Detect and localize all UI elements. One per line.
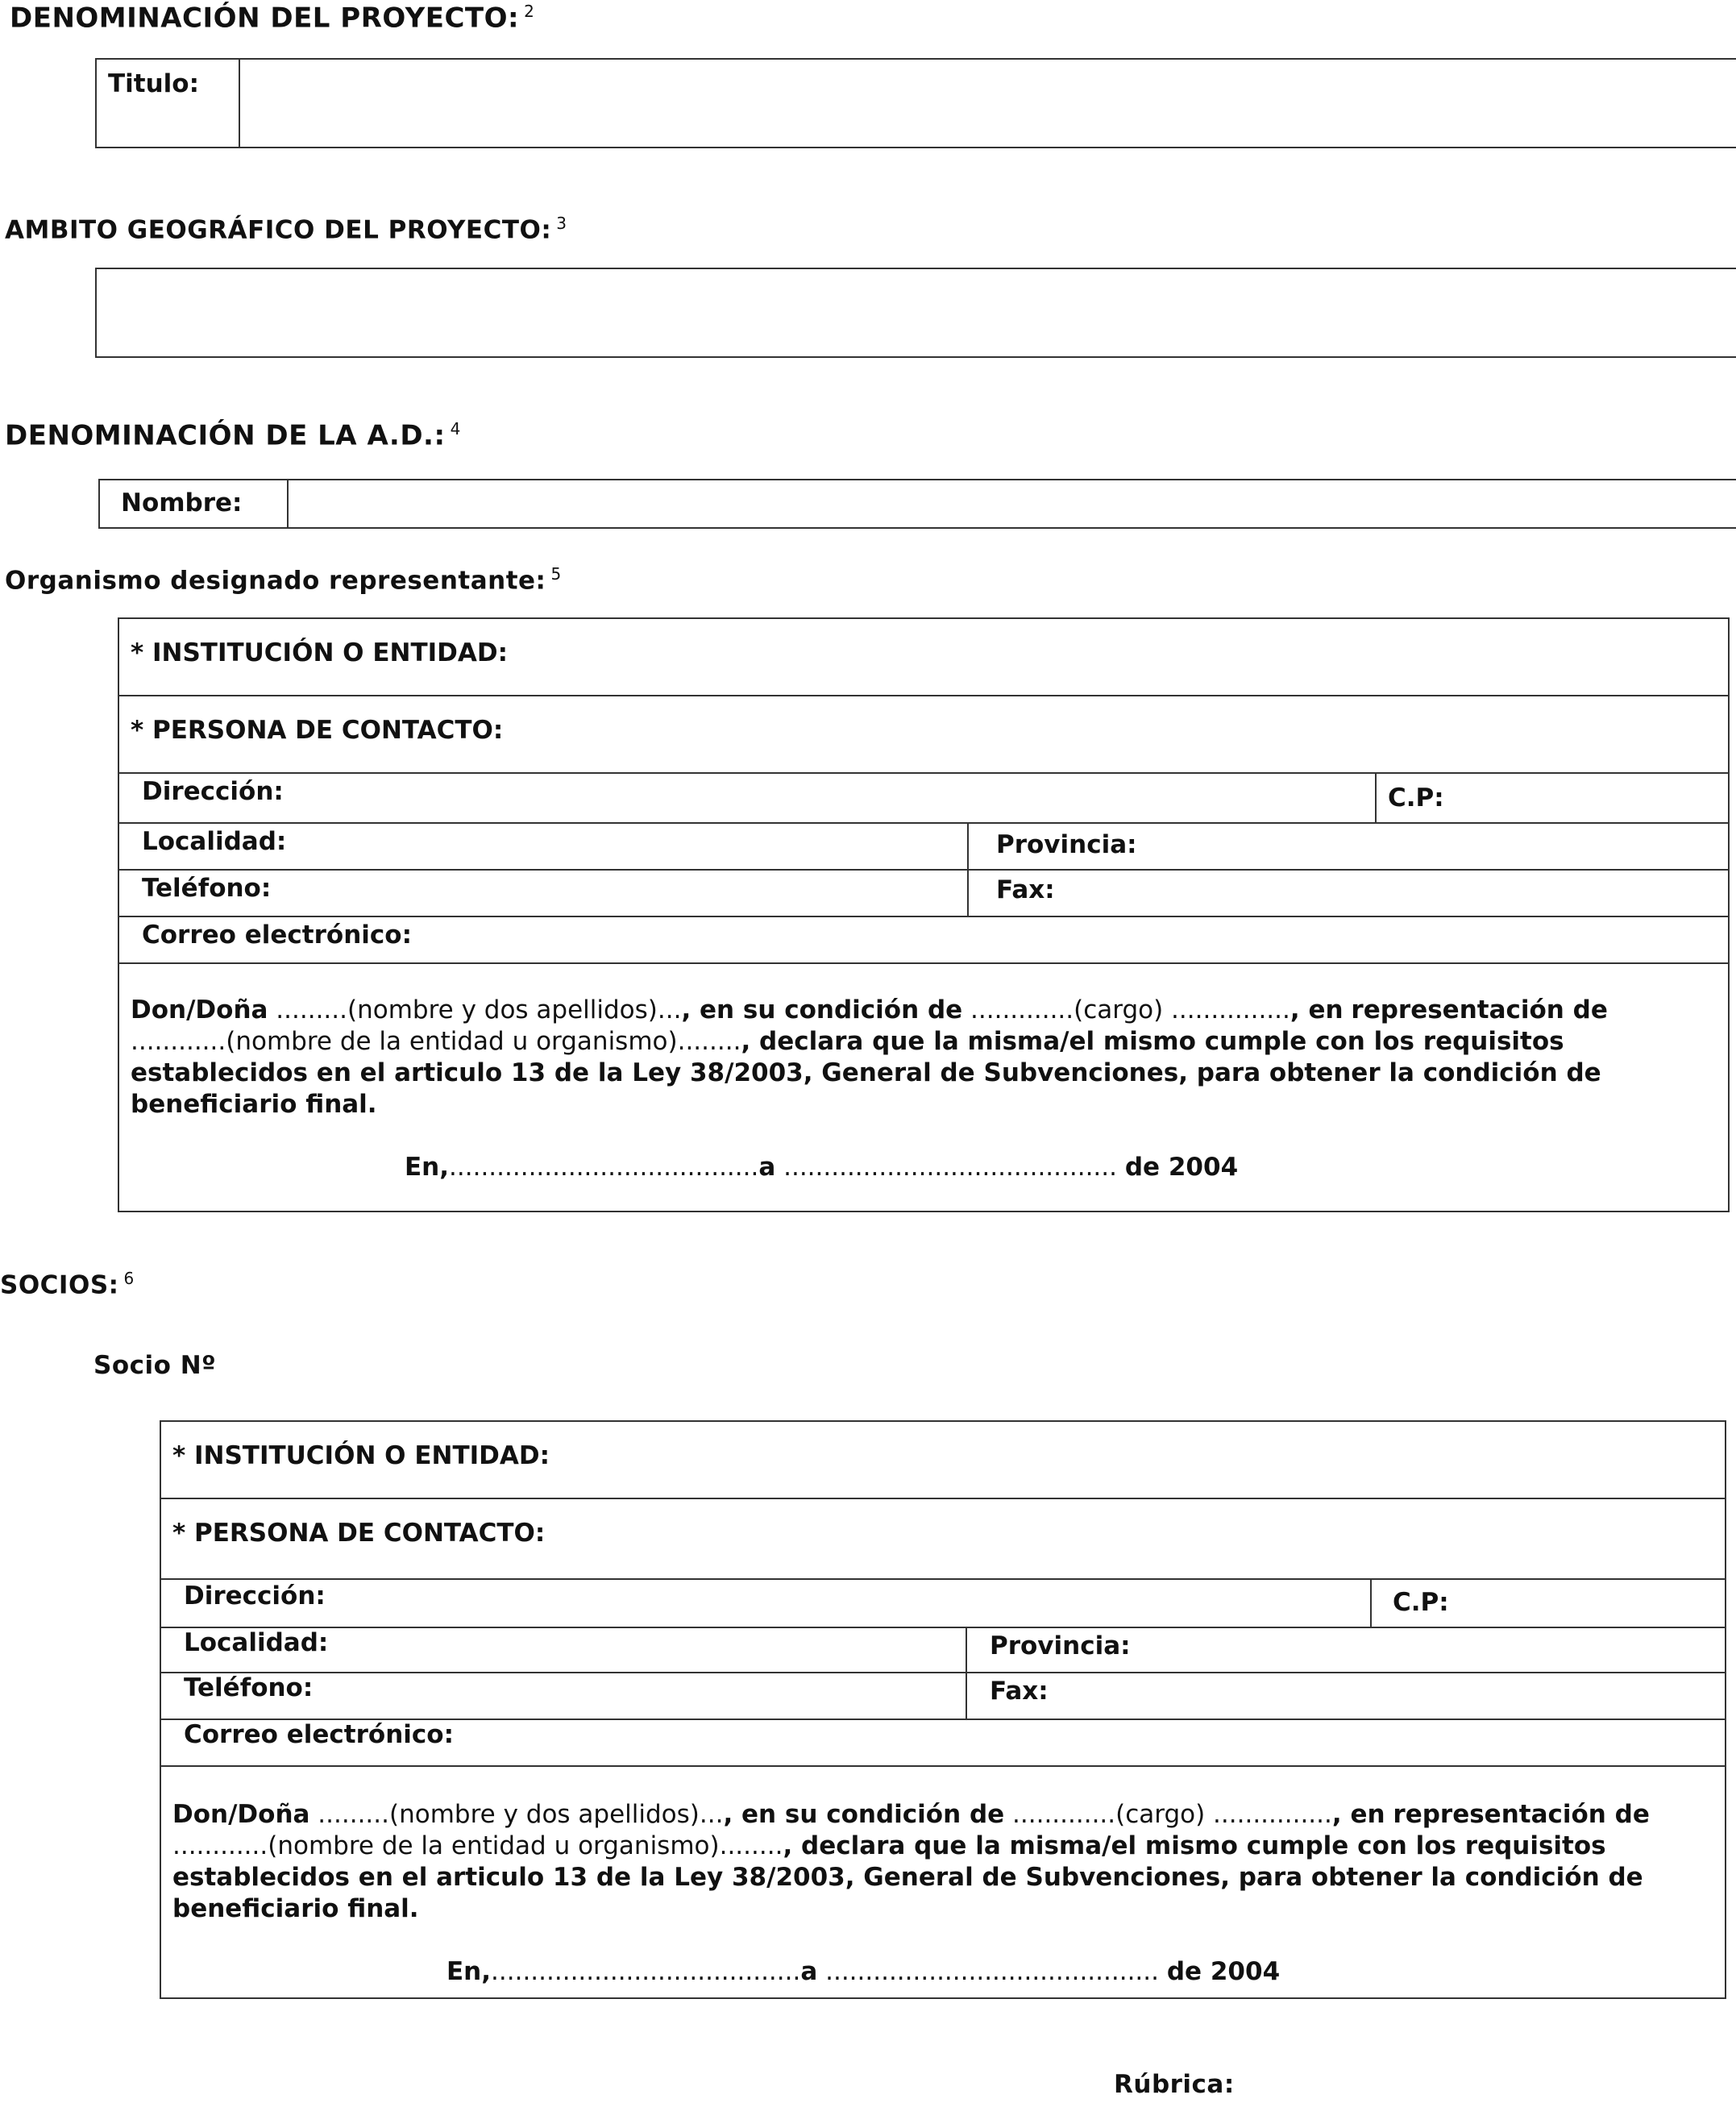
representative-form xyxy=(118,617,1730,1212)
footnote-ref: 4 xyxy=(450,419,461,438)
institution-label: * INSTITUCIÓN O ENTIDAD: xyxy=(131,638,508,667)
institution-label: * INSTITUCIÓN O ENTIDAD: xyxy=(172,1441,550,1470)
locality-label: Localidad: xyxy=(142,827,287,856)
scope-field[interactable] xyxy=(95,268,1736,358)
partners-heading: SOCIOS: $^6$ xyxy=(0,1269,135,1300)
partner-form xyxy=(160,1420,1726,1999)
postal-code-field[interactable] xyxy=(1377,774,1728,822)
email-label: Correo electrónico: xyxy=(184,1720,454,1749)
locality-field[interactable] xyxy=(119,824,967,869)
name-label: Nombre: xyxy=(121,488,243,517)
institution-field[interactable] xyxy=(161,1422,1725,1498)
institution-field[interactable] xyxy=(119,619,1728,695)
email-label: Correo electrónico: xyxy=(142,921,412,950)
email-field[interactable] xyxy=(161,1720,1725,1765)
phone-label: Teléfono: xyxy=(184,1673,314,1702)
representative-heading: Organismo designado representante: $^5$ xyxy=(5,564,562,596)
declaration-text: Don/Doña .........(nombre y dos apellidos)..., en su condición de .............(cargo) ..............., en representación de ............(nombre de la entidad u organismo)........, declara que la misma/el mismo cumple con los requisitos establecidos en el articulo 13 de la Ley 38/2003, General de Subvenciones, para obtener la condición de beneficiario final. xyxy=(131,995,1608,1119)
province-field[interactable] xyxy=(967,1628,1725,1672)
scope-heading: AMBITO GEOGRÁFICO DEL PROYECTO: $^3$ xyxy=(5,214,567,245)
province-label: Provincia: xyxy=(990,1631,1131,1660)
date-line: En,.......................................a .......................................... de 2004 xyxy=(446,1957,1281,1986)
contact-label: * PERSONA DE CONTACTO: xyxy=(172,1519,546,1548)
contact-field[interactable] xyxy=(161,1499,1725,1578)
contact-field[interactable] xyxy=(119,696,1728,772)
ad-name-heading: DENOMINACIÓN DE LA A.D.: $^4$ xyxy=(5,419,461,452)
title-label: Titulo: xyxy=(108,69,199,98)
postal-code-field[interactable] xyxy=(1372,1580,1725,1627)
contact-label: * PERSONA DE CONTACTO: xyxy=(131,716,504,745)
declaration-text: Don/Doña .........(nombre y dos apellidos)..., en su condición de .............(cargo) ..............., en representación de ............(nombre de la entidad u organismo)........, declara que la misma/el mismo cumple con los requisitos establecidos en el articulo 13 de la Ley 38/2003, General de Subvenciones, para obtener la condición de beneficiario final. xyxy=(172,1800,1650,1923)
email-field[interactable] xyxy=(119,917,1728,962)
locality-label: Localidad: xyxy=(184,1628,329,1657)
fax-field[interactable] xyxy=(967,1673,1725,1719)
province-label: Provincia: xyxy=(996,830,1137,859)
address-field[interactable] xyxy=(119,774,1375,822)
postal-code-label: C.P: xyxy=(1393,1588,1449,1617)
address-field[interactable] xyxy=(161,1580,1370,1627)
province-field[interactable] xyxy=(969,824,1728,869)
phone-label: Teléfono: xyxy=(142,874,272,903)
partner-number-label: Socio Nº xyxy=(93,1351,217,1380)
footnote-ref: 5 xyxy=(550,564,562,584)
footnote-ref: 3 xyxy=(556,214,567,233)
fax-label: Fax: xyxy=(990,1677,1049,1706)
address-label: Dirección: xyxy=(142,777,284,806)
ad-name-field[interactable] xyxy=(98,479,1736,529)
date-line: En,.......................................a .......................................... de 2004 xyxy=(405,1153,1239,1182)
project-name-heading: DENOMINACIÓN DEL PROYECTO: $^2$ xyxy=(10,2,535,35)
fax-field[interactable] xyxy=(969,871,1728,916)
footnote-ref: 2 xyxy=(524,2,535,21)
fax-label: Fax: xyxy=(996,875,1055,904)
footnote-ref: 6 xyxy=(123,1269,135,1288)
phone-field[interactable] xyxy=(119,871,967,916)
postal-code-label: C.P: xyxy=(1388,783,1444,813)
signature-label: Rúbrica: xyxy=(1114,2070,1235,2099)
phone-field[interactable] xyxy=(161,1673,966,1719)
address-label: Dirección: xyxy=(184,1581,326,1610)
locality-field[interactable] xyxy=(161,1628,966,1672)
title-field[interactable] xyxy=(95,58,1736,148)
